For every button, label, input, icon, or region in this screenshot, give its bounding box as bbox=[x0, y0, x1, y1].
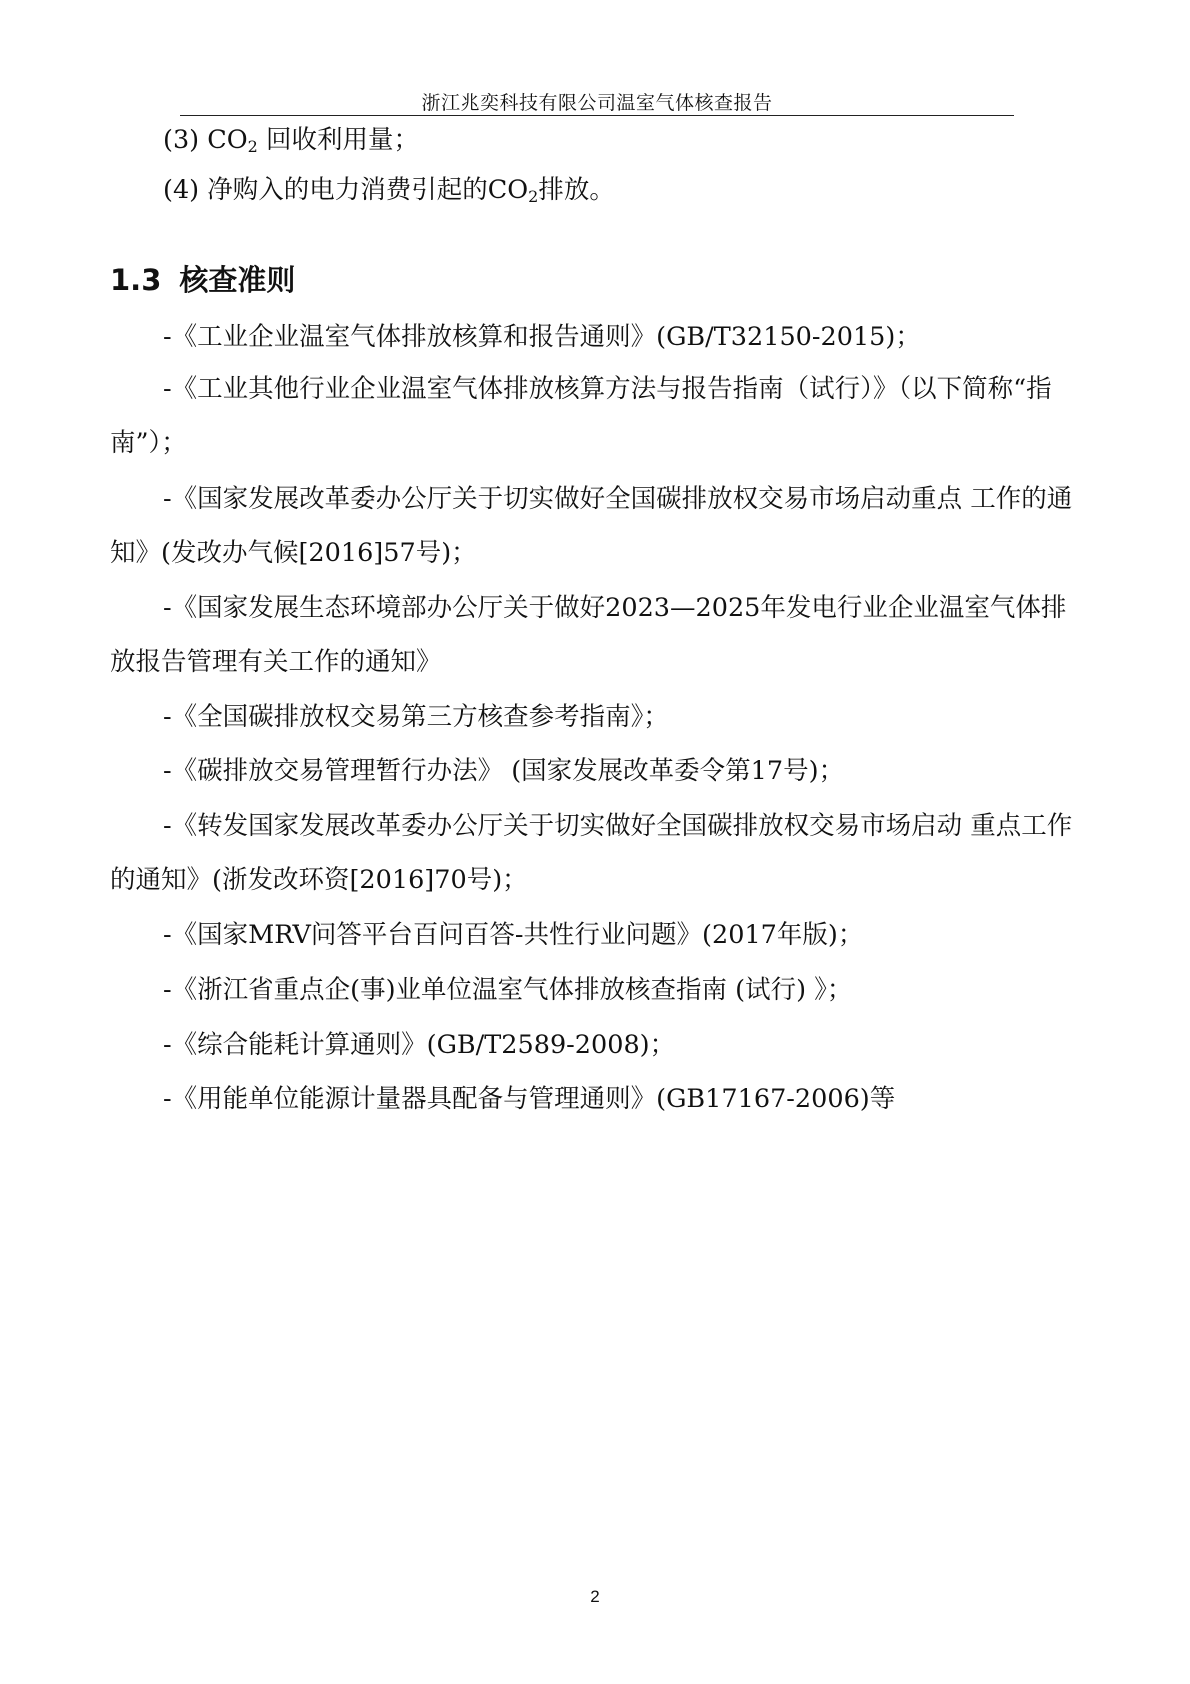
criteria-item: -《浙江省重点企(事)业单位温室气体排放核查指南 (试行) 》； bbox=[163, 975, 853, 1005]
criteria-item: -《转发国家发展改革委办公厅关于切实做好全国碳排放权交易市场启动 重点工作的通知》(浙发改环资[2016]70号)； bbox=[110, 811, 1073, 895]
criteria-item: -《碳排放交易管理暂行办法》 (国家发展改革委令第17号)； bbox=[163, 756, 845, 786]
intro-item-4: (4) 净购入的电力消费引起的$CO_2$排放。 bbox=[163, 175, 615, 206]
criteria-item: -《国家发展生态环境部办公厅关于做好2023—2025年发电行业企业温室气体排放报告管理有关工作的通知》 bbox=[110, 593, 1067, 677]
criteria-item: -《国家MRV问答平台百问百答-共性行业问题》(2017年版)； bbox=[163, 920, 864, 950]
section-heading bbox=[110, 258, 295, 299]
criteria-item: -《国家发展改革委办公厅关于切实做好全国碳排放权交易市场启动重点 工作的通知》(发改办气候[2016]57号)； bbox=[110, 484, 1073, 568]
criteria-item: -《用能单位能源计量器具配备与管理通则》(GB17167-2006)等 bbox=[163, 1084, 896, 1114]
criteria-item: -《工业企业温室气体排放核算和报告通则》(GB/T32150-2015)； bbox=[163, 322, 921, 352]
page-number: 2 bbox=[590, 1587, 600, 1606]
intro-item-3: (3) $CO_2$ 回收利用量； bbox=[163, 125, 419, 156]
page-header-title: 浙江兆奕科技有限公司温室气体核查报告 bbox=[421, 92, 773, 114]
criteria-item: -《综合能耗计算通则》(GB/T2589-2008)； bbox=[163, 1030, 676, 1060]
section-number: 1.3 bbox=[110, 263, 162, 297]
criteria-item: -《工业其他行业企业温室气体排放核算方法与报告指南（试行）》（以下简称“指南”）； bbox=[110, 374, 1052, 458]
section-title: 核查准则 bbox=[179, 263, 296, 297]
criteria-item: -《全国碳排放权交易第三方核查参考指南》； bbox=[163, 702, 669, 732]
